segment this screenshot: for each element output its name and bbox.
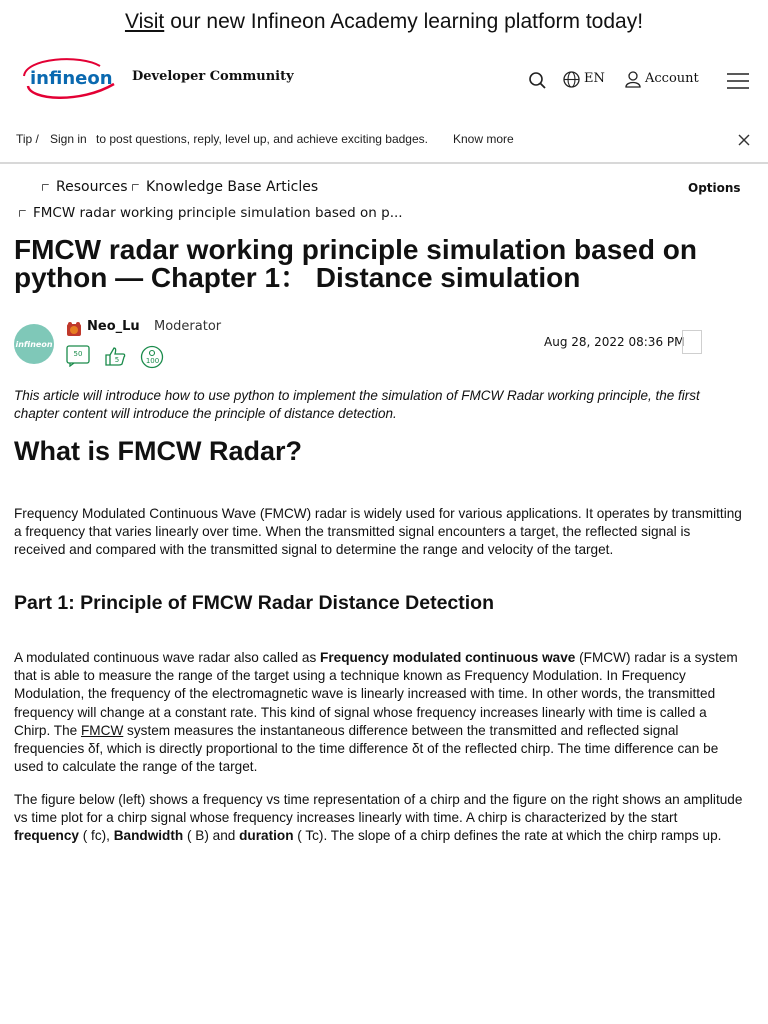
know-more-link[interactable]: Know more <box>453 132 514 146</box>
breadcrumb-current <box>19 205 403 221</box>
breadcrumb-kba[interactable] <box>132 179 318 195</box>
promo-banner <box>0 0 768 44</box>
likes-badge-count: 5 <box>114 356 120 364</box>
post-actions-button[interactable] <box>682 330 702 354</box>
bold-term: frequency <box>14 828 79 844</box>
brand-name[interactable]: Developer Community <box>132 69 294 84</box>
text-run: ( fc), <box>78 828 114 844</box>
breadcrumb-chevron-icon <box>132 184 139 191</box>
breadcrumb-label: Resources <box>56 179 128 195</box>
breadcrumb-resources[interactable] <box>42 179 128 195</box>
banner-visit-link[interactable]: Visit <box>124 10 165 33</box>
article-intro: This article will introduce how to use python to implement the simulation of FMCW Radar working principle, the first chapter content will introduce the principle of distance detection. <box>14 388 700 421</box>
solutions-badge-count: 100 <box>145 357 160 365</box>
post-date: Aug 28, 2022 08:36 PM <box>544 335 685 349</box>
paragraph-3 <box>14 791 744 846</box>
paragraph-2 <box>14 649 744 776</box>
text-run: ( Tc). The slope of a chirp defines the rate at which the chirp ramps up. <box>293 828 722 844</box>
tip-bar <box>0 128 768 164</box>
text-run: The figure below (left) shows a frequency vs time representation of a chirp and the figure on the right shows an amplitude vs time plot for a chirp signal whose frequency increases linearly with time. A chirp is characterized by the start <box>14 792 743 826</box>
close-icon[interactable] <box>738 134 750 149</box>
infineon-logo[interactable] <box>20 56 118 102</box>
user-icon[interactable] <box>625 71 641 92</box>
author-role: Moderator <box>154 319 222 334</box>
banner-text: our new Infineon Academy learning platform today! <box>170 10 644 33</box>
bold-term: duration <box>239 828 294 844</box>
article-title: FMCW radar working principle simulation based on python — Chapter 1： Distance simulation <box>14 234 697 293</box>
author-name[interactable]: Neo_Lu <box>87 319 140 334</box>
breadcrumb-chevron-icon <box>42 184 49 191</box>
text-run: ( B) and <box>183 828 240 844</box>
sign-in-link[interactable]: Sign in <box>50 132 87 146</box>
breadcrumb-chevron-icon <box>19 210 26 217</box>
bold-term: Frequency modulated continuous wave <box>320 650 576 665</box>
fmcw-link[interactable]: FMCW <box>81 722 124 738</box>
paragraph-1: Frequency Modulated Continuous Wave (FMCW) radar is widely used for various applications. It operates by transmitting a frequency that varies linearly over time. When the transmitted signal encounters a target, the reflected signal is received and compared with the transmitted signal to determine the range and velocity of the target. <box>14 506 742 558</box>
tip-message: to post questions, reply, level up, and achieve exciting badges. <box>96 132 428 146</box>
globe-icon[interactable] <box>563 71 580 92</box>
posts-badge-count: 50 <box>73 350 83 358</box>
svg-text:infineon: infineon <box>30 68 113 89</box>
section-heading: What is FMCW Radar? <box>14 436 302 466</box>
avatar[interactable]: infineon <box>14 324 54 364</box>
options-menu[interactable]: Options <box>688 181 741 195</box>
subsection-heading: Part 1: Principle of FMCW Radar Distance Detection <box>14 592 495 614</box>
breadcrumb-label: Knowledge Base Articles <box>146 179 319 195</box>
text-run: (FMCW) radar is a system that is able to measure the range of the target using a technique known as Frequency Modulation. In Frequency Modulation, the frequency of the electromagnetic wave is linearly increased with time. In other words, the transmitted frequency will change at a constant rate. This kind of signal whose frequency increases linearly with time is called a Chirp. The <box>14 650 738 738</box>
posts-badge-icon <box>66 345 90 371</box>
hamburger-menu-icon[interactable] <box>726 73 750 93</box>
tip-label: Tip / <box>16 132 39 146</box>
language-selector[interactable]: EN <box>584 71 605 86</box>
bold-term: Bandwidth <box>113 828 184 844</box>
account-link[interactable]: Account <box>645 71 699 86</box>
breadcrumb-label: FMCW radar working principle simulation based on p... <box>33 205 403 221</box>
site-header <box>0 52 768 104</box>
search-icon[interactable] <box>528 71 546 93</box>
text-run: system measures the instantaneous difference between the transmitted and reflected signal frequencies δf, which is directly proportional to the time difference δt of the reflected chirp. The time difference can be used to calculate the range of the target. <box>14 722 719 775</box>
text-run: A modulated continuous wave radar also called as <box>14 650 321 665</box>
rank-icon <box>66 321 82 341</box>
